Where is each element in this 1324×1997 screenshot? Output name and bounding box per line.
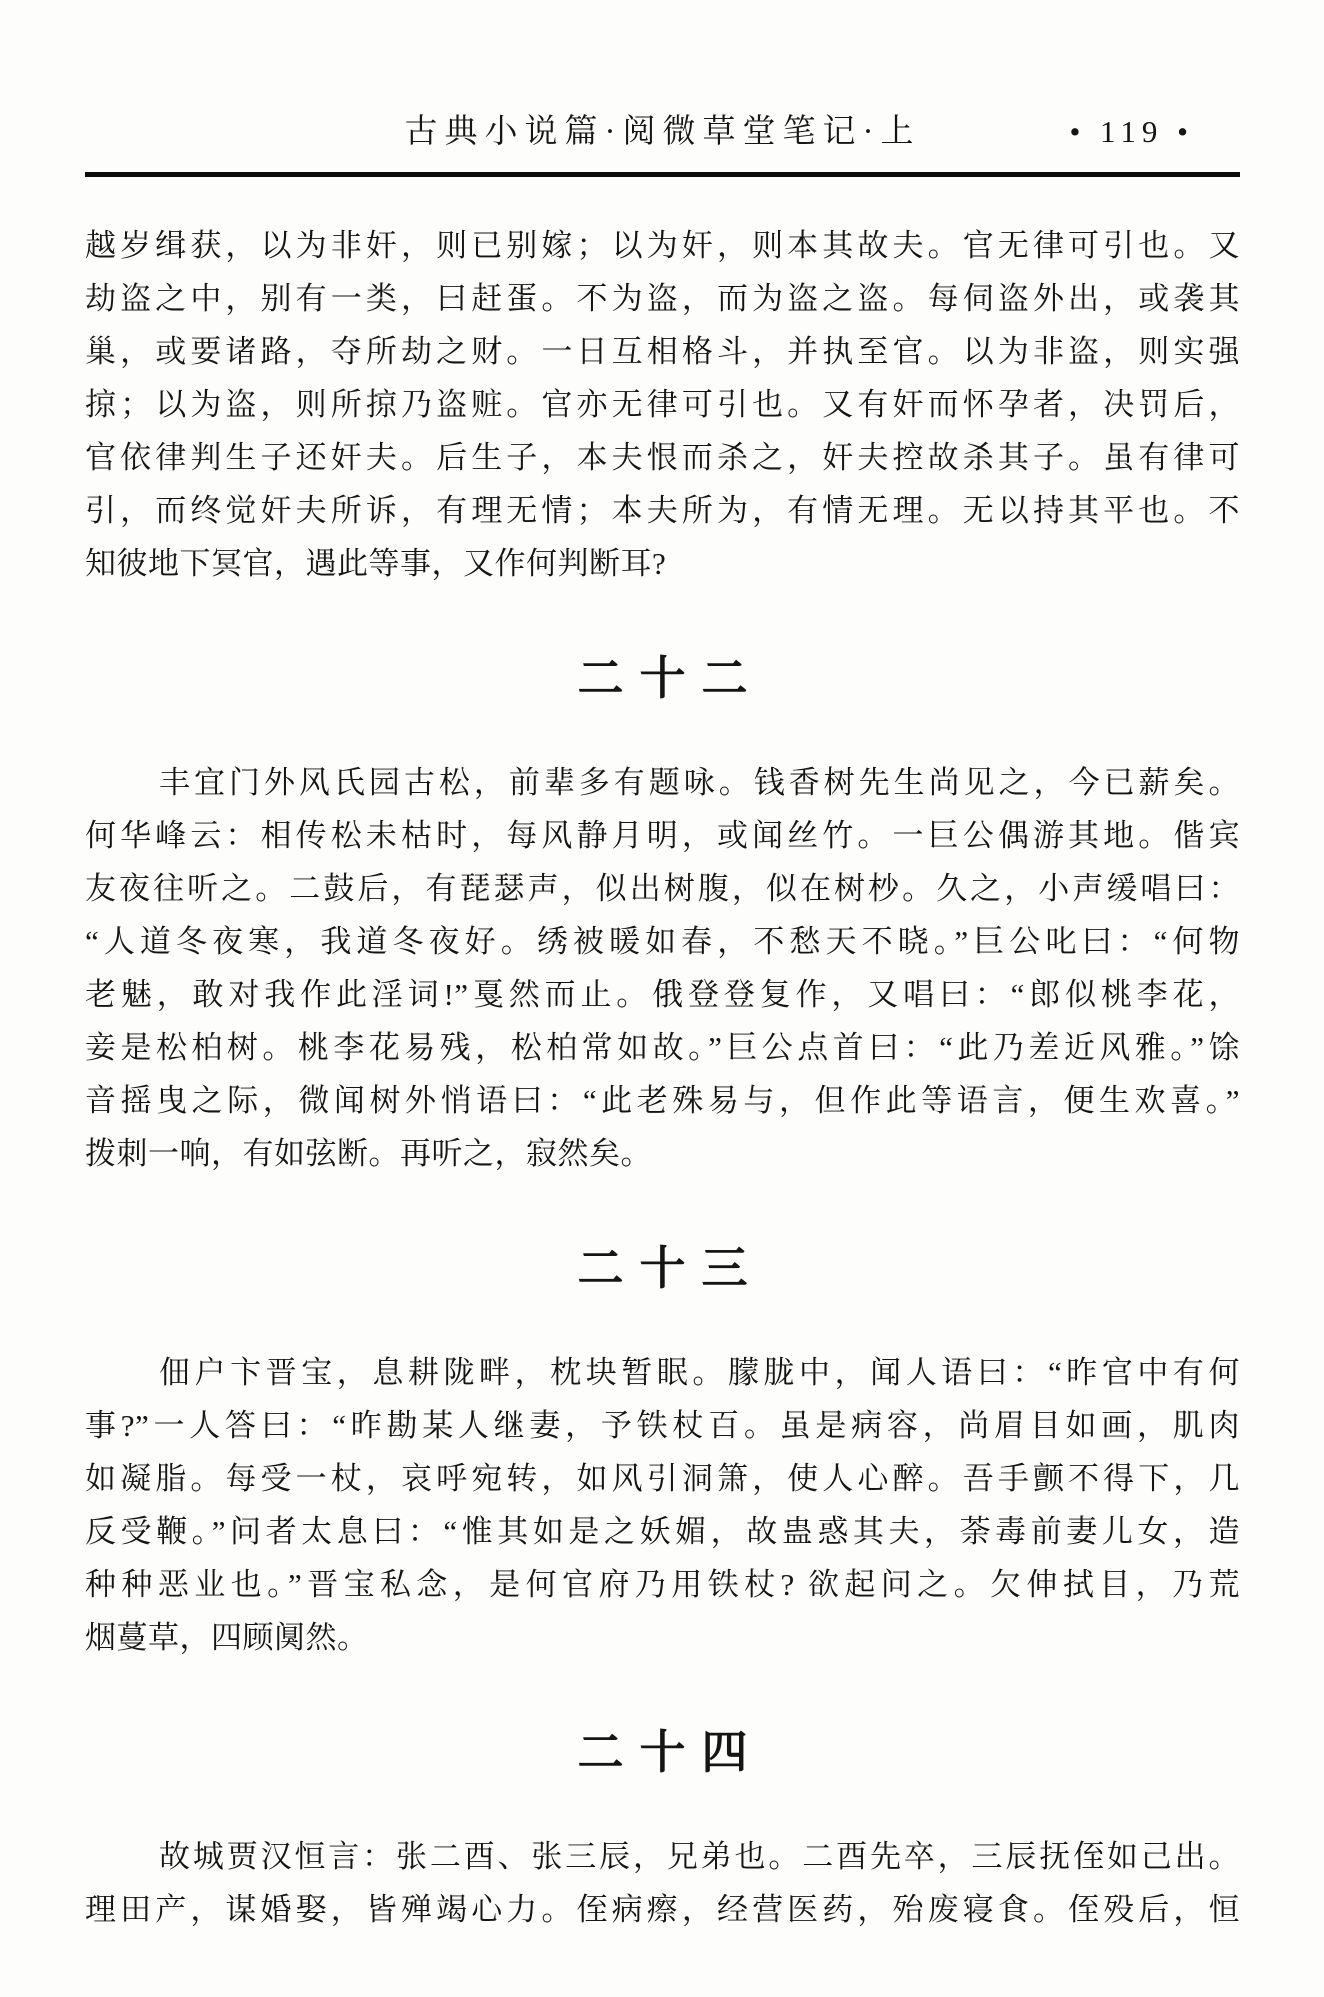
text-line: 如凝脂。每受一杖，哀呼宛转，如风引洞箫，使人心醉。吾手颤不得下，几 xyxy=(85,1461,1240,1496)
text-line: 反受鞭。”问者太息曰：“惟其如是之妖媚，故蛊惑其夫，荼毒前妻儿女，造 xyxy=(85,1514,1240,1549)
text-line: 佃户卞晋宝，息耕陇畔，枕块暂眠。朦胧中，闻人语曰：“昨官中有何 xyxy=(159,1355,1240,1390)
text-line: 丰宜门外风氏园古松，前辈多有题咏。钱香树先生尚见之，今已薪矣。 xyxy=(159,765,1240,800)
header-title: 古典小说篇·阅微草堂笔记·上 xyxy=(404,114,921,150)
text-line: “人道冬夜寒，我道冬夜好。绣被暖如春，不愁天不晓。”巨公叱曰：“何物 xyxy=(85,924,1240,959)
text-line: 友夜往听之。二鼓后，有琵瑟声，似出树腹，似在树杪。久之，小声缓唱曰： xyxy=(85,871,1240,906)
text-line: 种种恶业也。”晋宝私念，是何官府乃用铁杖? 欲起问之。欠伸拭目，乃荒 xyxy=(85,1567,1240,1602)
text-line: 越岁缉获，以为非奸，则已别嫁；以为奸，则本其故夫。官无律可引也。又 xyxy=(85,228,1240,263)
text-line: 劫盗之中，别有一类，曰赶蛋。不为盗，而为盗之盗。每伺盗外出，或袭其 xyxy=(85,281,1240,316)
text-line: 知彼地下冥官，遇此等事，又作何判断耳? xyxy=(85,546,667,581)
text-line: 引，而终觉奸夫所诉，有理无情；本夫所为，有情无理。无以持其平也。不 xyxy=(85,493,1240,528)
text-line: 拨刺一响，有如弦断。再听之，寂然矣。 xyxy=(85,1136,652,1171)
paragraph xyxy=(85,219,1240,590)
header-rule xyxy=(85,172,1240,177)
page-number: • 119 • xyxy=(1069,114,1194,149)
text-line: 故城贾汉恒言：张二酉、张三辰，兄弟也。二酉先卒，三辰抚侄如己出。 xyxy=(159,1839,1240,1874)
text-line: 何华峰云：相传松未枯时，每风静月明，或闻丝竹。一巨公偶游其地。偕宾 xyxy=(85,818,1240,853)
paragraph xyxy=(85,756,1240,1180)
text-line: 掠；以为盗，则所掠乃盗赃。官亦无律可引也。又有奸而怀孕者，决罚后， xyxy=(85,387,1240,422)
text-line: 理田产，谋婚娶，皆殚竭心力。侄病瘵，经营医药，殆废寝食。侄殁后，恒 xyxy=(85,1892,1240,1927)
text-line: 官依律判生子还奸夫。后生子，本夫恨而杀之，奸夫控故杀其子。虽有律可 xyxy=(85,440,1240,475)
text-line: 老魅，敢对我作此淫词!”戛然而止。俄登登复作，又唱曰：“郎似桃李花， xyxy=(85,977,1240,1012)
running-header xyxy=(85,112,1240,154)
page-body xyxy=(85,193,1240,1936)
paragraph xyxy=(85,1830,1240,1936)
section-heading-24: 二十四 xyxy=(577,1726,764,1778)
section-heading-22: 二十二 xyxy=(577,652,764,704)
text-line: 巢，或要诸路，夺所劫之财。一日互相格斗，并执至官。以为非盗，则实强 xyxy=(85,334,1240,369)
text-line: 音摇曳之际，微闻树外悄语曰：“此老殊易与，但作此等语言，便生欢喜。” xyxy=(85,1083,1240,1118)
section-heading-23: 二十三 xyxy=(577,1242,764,1294)
paragraph xyxy=(85,1346,1240,1664)
text-line: 烟蔓草，四顾阒然。 xyxy=(85,1620,369,1655)
text-line: 事?”一人答曰：“昨勘某人继妻，予铁杖百。虽是病容，尚眉目如画，肌肉 xyxy=(85,1408,1240,1443)
text-line: 妾是松柏树。桃李花易残，松柏常如故。”巨公点首曰：“此乃差近风雅。”馀 xyxy=(85,1030,1240,1065)
